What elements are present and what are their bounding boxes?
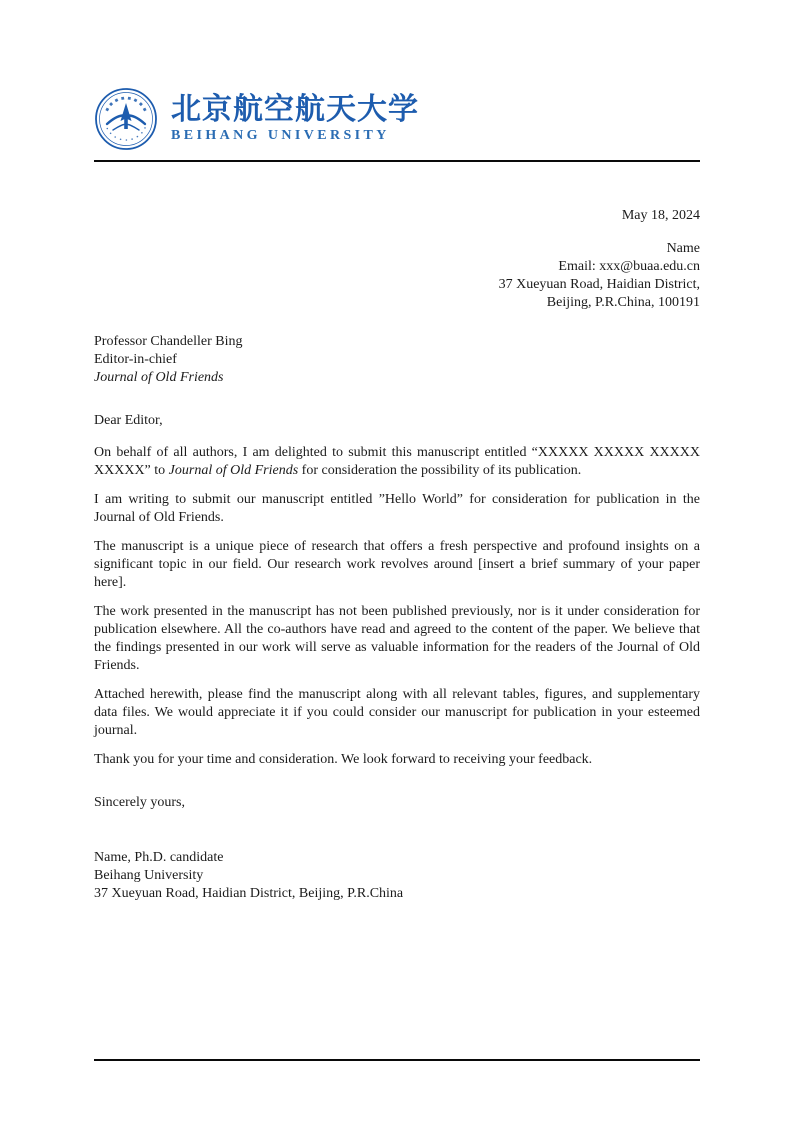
paragraph-1-pre: On behalf of all authors, I am delighted to submit this manuscript entitled “XXXXX XXXXX XXXXX XXXXX” to [94, 445, 700, 478]
paragraph-2: I am writing to submit our manuscript entitled ”Hello World” for consideration for publication in the Journal of Old Friends. [94, 492, 700, 525]
university-wordmark [171, 94, 419, 144]
paragraph-1-post: for consideration the possibility of its publication. [298, 463, 582, 478]
paragraph-3: The manuscript is a unique piece of research that offers a fresh perspective and profound insights on a significant topic in our field. Our research work revolves around [insert a brief summary of your paper here]. [94, 539, 700, 590]
closing: Sincerely yours, [94, 795, 185, 810]
footer-divider [94, 1059, 700, 1061]
recipient-name: Professor Chandeller Bing [94, 334, 243, 349]
paragraph-1 [94, 444, 700, 480]
university-name-chinese: 北京航空航天大学 [171, 93, 419, 126]
letter-body [94, 444, 700, 769]
university-seal-icon [94, 87, 158, 151]
signature-address: 37 Xueyuan Road, Haidian District, Beijing, P.R.China [94, 886, 404, 901]
sender-city: Beijing, P.R.China, 100191 [546, 295, 700, 310]
sender-street: 37 Xueyuan Road, Haidian District, [498, 277, 700, 292]
letterhead [0, 0, 794, 162]
signature-name: Name, Ph.D. candidate [94, 850, 224, 865]
paragraph-4: The work presented in the manuscript has not been published previously, nor is it under consideration for publication elsewhere. All the co-authors have read and agreed to the content of the paper. We believe that the findings presented in our work will serve as valuable information for the readers of the Journal of Old Friends. [94, 604, 700, 673]
salutation: Dear Editor, [94, 413, 163, 428]
paragraph-6: Thank you for your time and consideration. We look forward to receiving your feedback. [94, 752, 593, 767]
sender-email: Email: xxx@buaa.edu.cn [558, 259, 700, 274]
recipient-journal: Journal of Old Friends [94, 370, 224, 385]
recipient-block [94, 333, 700, 387]
university-logo [94, 0, 794, 151]
letterhead-divider [94, 160, 700, 162]
recipient-title: Editor-in-chief [94, 352, 177, 367]
signature-block [94, 849, 700, 903]
paragraph-1-journal: Journal of Old Friends [168, 463, 299, 478]
letter-date: May 18, 2024 [621, 208, 700, 223]
university-name-english: BEIHANG UNIVERSITY [171, 128, 390, 143]
sender-name: Name [666, 241, 700, 256]
signature-affiliation: Beihang University [94, 868, 204, 883]
sender-address-block [94, 240, 700, 312]
paragraph-5: Attached herewith, please find the manuscript along with all relevant tables, figures, and supplementary data files. We would appreciate it if you could consider our manuscript for publication in your esteemed journal. [94, 687, 700, 738]
